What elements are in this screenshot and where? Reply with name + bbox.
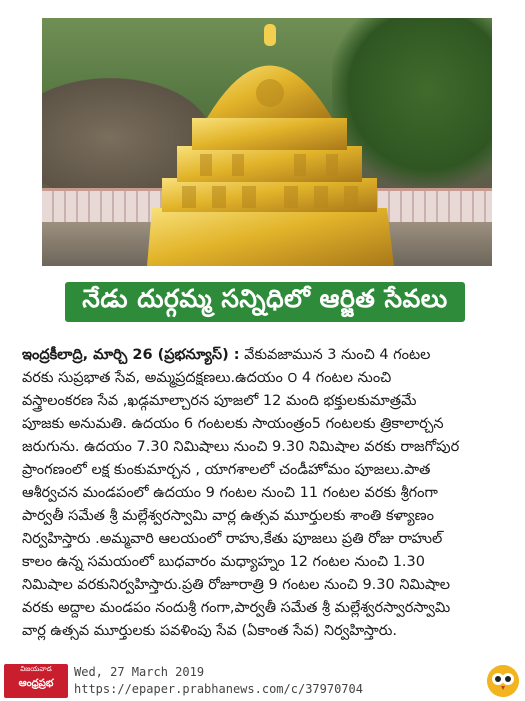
article-line: ప్రాంగణంలో లక్ష కుంకుమార్చన , యాగశాలలో చండీహోమం పూజలు.పాత: [22, 462, 431, 478]
edition-date: Wed, 27 March 2019: [74, 665, 205, 679]
logo-edition: విజయవాడ: [20, 665, 52, 673]
article-line-text: వేకువజామున 3 నుంచి 4 గంటల: [239, 347, 431, 363]
epaper-footer: [0, 661, 525, 701]
headline-banner: [65, 282, 465, 322]
owl-icon: [487, 665, 519, 697]
article-line: వరకు సుప్రభాత సేవ, అమ్మప్రదక్షణలు.ఉదయం ౦ 4 గంటల నుంచి: [22, 370, 392, 386]
article-line: వార్ల ఉత్సవ మూర్తులకు పవళింపు సేవ (ఏకాంత సేవ) నిర్వహిస్తారు.: [22, 623, 397, 639]
article-line: జరుగును. ఉదయం 7.30 నిమిషాలు నుంచి 9.30 నిమిషాల వరకు రాజగోపుర: [22, 439, 460, 455]
article-line: కాలం ఉన్న సమయంలో బుధవారం మధ్యాహ్నం 12 గంటల నుంచి 1.30: [22, 554, 425, 570]
dateline: ఇంద్రకీలాద్రి, మార్చి 26 (ప్రభన్యూస్) :: [22, 347, 240, 363]
article-line: వస్త్రాలంకరణ సేవ ,ఖడ్గమాల్చారన పూజలో 12 మంది భక్తులకుమాత్రమే: [22, 393, 417, 409]
logo-title: ఆంధ్రప్రభ: [18, 678, 54, 689]
article-line: పార్వతీ సమేత శ్రీ మల్లేశ్వరస్వామి వార్ల ఉత్సవ మూర్తులకు శాంతి కళ్యాణం: [22, 508, 434, 524]
article-line: నిమిషాల వరకునిర్వహిస్తారు.ప్రతి రోజూరాత్రి 9 గంటల నుంచి 9.30 నిమిషాల: [22, 577, 451, 593]
golden-vimanam-illustration: [42, 18, 492, 266]
epaper-url-link[interactable]: https://epaper.prabhanews.com/c/37970704: [74, 682, 363, 696]
temple-photo: [42, 18, 492, 266]
article-line: నిర్వహిస్తారు .అమ్మవారి ఆలయంలో రాహు,కేతు పూజలు ప్రతి రోజు రాహుల్: [22, 531, 443, 547]
article-line: [22, 344, 510, 367]
article-line: వరకు అద్దాల మండపం నందుశ్రీ గంగా,పార్వతీ సమేత శ్రీ మల్లేశ్వరస్వారస్వామి: [22, 600, 451, 616]
andhraprabha-logo[interactable]: [4, 664, 68, 698]
article-body: [22, 344, 510, 643]
article-line: పూజకు అనుమతి. ఉదయం 6 గంటలకు సాయంత్రం5 గంటలకు త్రికాలార్చన: [22, 416, 444, 432]
headline-text: నేడు దుర్గమ్మ సన్నిధిలో ఆర్జిత సేవలు: [82, 284, 448, 313]
article-line: ఆశీర్వచన మండపంలో ఉదయం 9 గంటల నుంచి 11 గంటల వరకు శ్రీగంగా: [22, 485, 438, 501]
